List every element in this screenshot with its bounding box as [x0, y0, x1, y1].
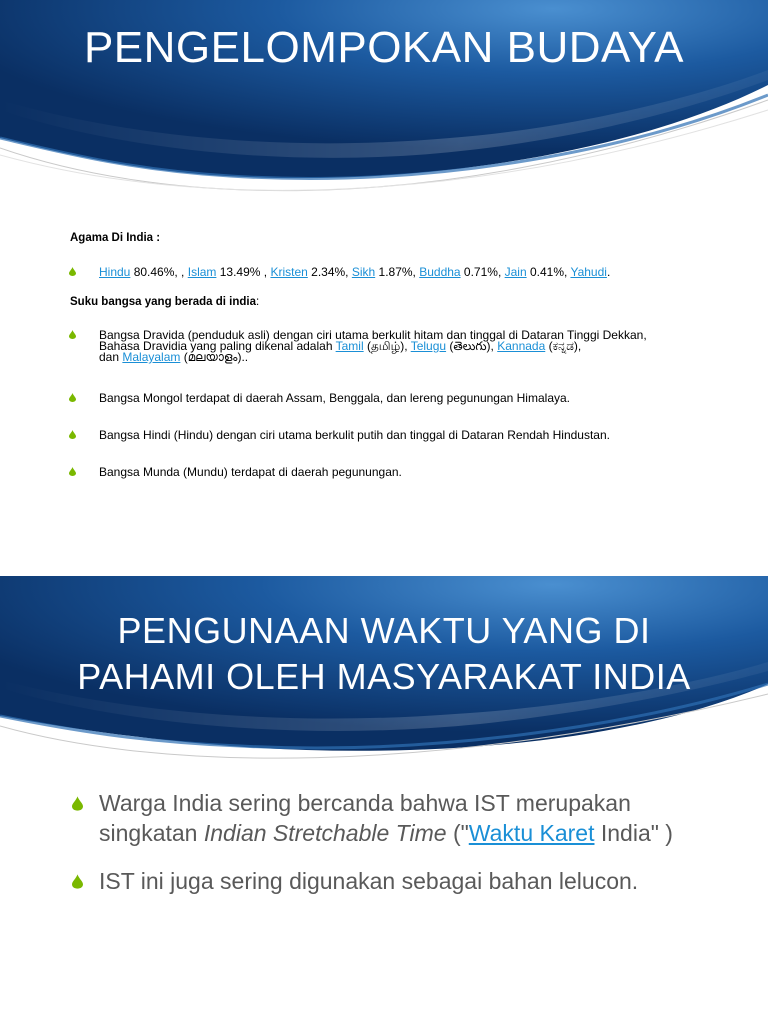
suku-item-hindi — [70, 430, 730, 441]
green-drop-icon — [69, 467, 76, 476]
suku-item-text: Bangsa Hindi (Hindu) dengan ciri utama berkulit putih dan tinggal di Dataran Rendah Hindustan. — [99, 428, 610, 442]
ist-italic: Indian Stretchable Time — [203, 820, 447, 846]
link-kristen[interactable]: Kristen — [270, 265, 308, 279]
pct-hindu: 80.46%, , — [130, 265, 188, 279]
malayalam-script: (മലയാളം).. — [180, 350, 249, 364]
suku-heading — [70, 296, 730, 308]
link-tamil[interactable]: Tamil — [335, 339, 364, 353]
suku-item-text: Bangsa Mongol terdapat di daerah Assam, Benggala, dan lereng pegunungan Himalaya. — [99, 391, 570, 405]
pct-islam: 13.49% , — [216, 265, 271, 279]
tamil-script: (தமிழ்), — [363, 339, 411, 353]
green-drop-icon — [69, 330, 76, 339]
pct-kristen: 2.34%, — [307, 265, 352, 279]
slide-separator — [0, 556, 768, 576]
link-sikh[interactable]: Sikh — [351, 265, 376, 279]
ist-item-1 — [72, 788, 732, 848]
link-waktu-karet[interactable]: Waktu Karet — [468, 820, 595, 846]
suku-item-dravida — [70, 330, 730, 363]
slide-2-title-line-1: PENGUNAAN WAKTU YANG DI — [117, 610, 651, 651]
green-drop-icon — [69, 393, 76, 402]
green-drop-icon — [69, 430, 76, 439]
religion-list — [70, 267, 730, 278]
link-hindu[interactable]: Hindu — [99, 265, 131, 279]
dravida-line-3-prefix: dan — [99, 350, 123, 364]
ist-item-1-text-c: India" ) — [594, 820, 673, 846]
slide-2-title — [0, 608, 768, 700]
ist-item-1-text-a: Warga India sering bercanda bahwa IST merupakan singkatan — [99, 790, 631, 846]
pct-jain: 0.41%, — [526, 265, 571, 279]
slide-2-content — [72, 788, 732, 914]
suku-item-munda — [70, 467, 730, 478]
dravida-line-1: Bangsa Dravida (penduduk asli) dengan ciri utama berkulit hitam dan tinggal di Dataran Tinggi Dekkan, — [99, 328, 647, 342]
suku-item-mongol — [70, 393, 730, 404]
slide-2-title-line-2: PAHAMI OLEH MASYARAKAT INDIA — [77, 656, 691, 697]
religion-item — [70, 267, 730, 278]
green-drop-icon — [72, 796, 83, 811]
ist-item-2-text: IST ini juga sering digunakan sebagai bahan lelucon. — [99, 868, 639, 894]
telugu-script: (తెలుగు), — [446, 339, 498, 353]
ist-list — [72, 788, 732, 896]
link-islam[interactable]: Islam — [187, 265, 217, 279]
link-telugu[interactable]: Telugu — [410, 339, 447, 353]
suku-heading-text: Suku bangsa yang berada di india — [70, 296, 256, 308]
link-yahudi[interactable]: Yahudi — [570, 265, 607, 279]
suku-item-text: Bangsa Munda (Mundu) terdapat di daerah pegunungan. — [99, 465, 402, 479]
pct-yahudi: . — [606, 265, 611, 279]
slide-1-content — [70, 232, 730, 504]
link-jain[interactable]: Jain — [504, 265, 527, 279]
slide-2 — [0, 576, 768, 1024]
link-malayalam[interactable]: Malayalam — [122, 350, 181, 364]
green-drop-icon — [69, 267, 76, 276]
suku-list — [70, 330, 730, 478]
agama-heading: Agama Di India : — [70, 232, 161, 244]
ist-item-2 — [72, 866, 732, 896]
link-buddha[interactable]: Buddha — [419, 265, 461, 279]
suku-heading-colon: : — [255, 296, 260, 308]
kannada-script: (ಕನ್ನಡ), — [545, 339, 582, 353]
pct-buddha: 0.71%, — [460, 265, 505, 279]
pct-sikh: 1.87%, — [375, 265, 420, 279]
dravida-line-2-prefix: Bahasa Dravidia yang paling dikenal adalah — [99, 339, 336, 353]
green-drop-icon — [72, 874, 83, 889]
slide-1-title: PENGELOMPOKAN BUDAYA — [83, 23, 685, 72]
link-kannada[interactable]: Kannada — [497, 339, 546, 353]
ist-item-1-text-b: (" — [446, 820, 469, 846]
